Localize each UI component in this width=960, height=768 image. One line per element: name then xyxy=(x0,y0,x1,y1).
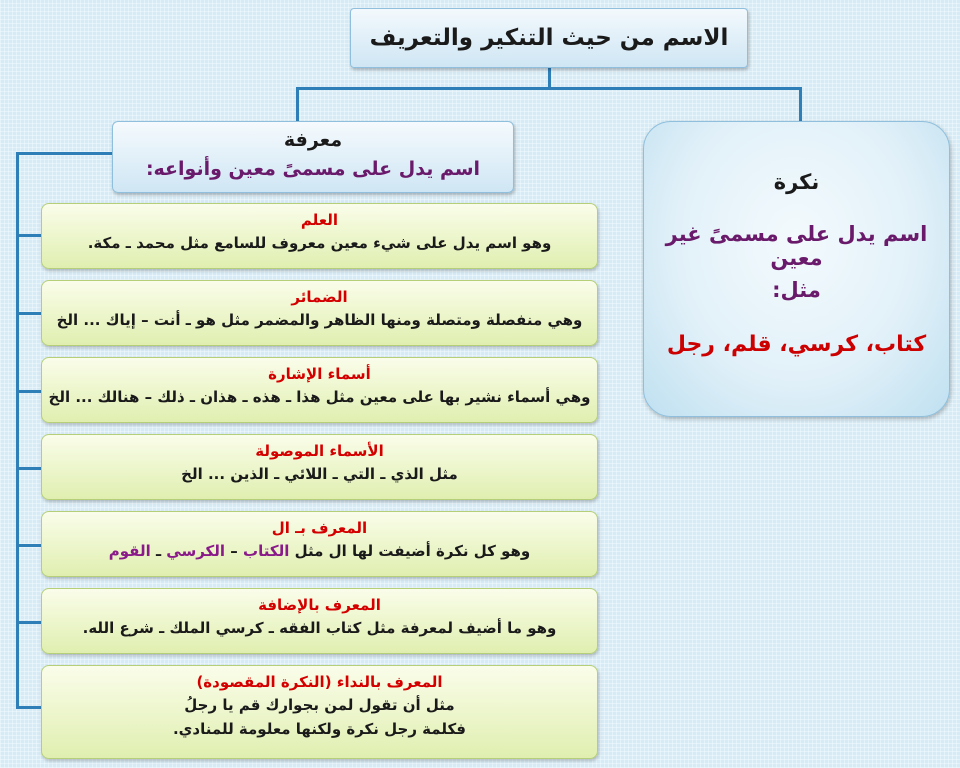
type-title: الضمائر xyxy=(291,288,348,306)
branch-6 xyxy=(16,621,42,624)
desc-sep: ـ xyxy=(150,542,167,560)
type-description: وهي أسماء نشير بها على معين مثل هذا ـ هذه ـ هذان ـ ذلك – هنالك ... الخ xyxy=(48,388,591,406)
type-muarraf-al xyxy=(41,511,598,577)
connector-to-marifa xyxy=(296,87,299,122)
desc-sep: – xyxy=(225,542,244,560)
type-description: وهو ما أضيف لمعرفة مثل كتاب الفقه ـ كرسي الملك ـ شرع الله. xyxy=(82,619,557,637)
desc-example: الكتاب xyxy=(243,542,290,560)
type-description xyxy=(42,539,597,563)
nakira-examples: كتاب، كرسي، قلم، رجل xyxy=(666,332,927,357)
branch-4 xyxy=(16,467,42,470)
connector-horizontal-top xyxy=(296,87,802,90)
desc-example: القوم xyxy=(108,542,151,560)
branch-5 xyxy=(16,544,42,547)
branch-2 xyxy=(16,312,42,315)
connector-title-down xyxy=(548,68,551,89)
type-alam xyxy=(41,203,598,269)
connector-marifa-left xyxy=(16,152,113,155)
desc-text: وهو كل نكرة أضيفت لها ال مثل xyxy=(289,542,531,560)
type-description-2: فكلمة رجل نكرة ولكنها معلومة للمنادي. xyxy=(172,720,467,738)
connector-to-nakira xyxy=(799,87,802,122)
nakira-example-label: مثل: xyxy=(772,278,821,302)
nakira-heading: نكرة xyxy=(773,170,820,194)
marifa-box xyxy=(112,121,514,193)
type-idafa xyxy=(41,588,598,654)
type-description: مثل الذي ـ التي ـ اللائي ـ الذين ... الخ xyxy=(181,465,458,483)
type-mawsula xyxy=(41,434,598,500)
type-description: وهي منفصلة ومتصلة ومنها الظاهر والمضمر مثل هو ـ أنت – إياك ... الخ xyxy=(56,311,583,329)
branch-3 xyxy=(16,390,42,393)
type-title: المعرف بالإضافة xyxy=(258,596,381,614)
type-title: أسماء الإشارة xyxy=(268,365,371,383)
type-title: المعرف بالنداء (النكرة المقصودة) xyxy=(196,673,443,691)
type-damaer xyxy=(41,280,598,346)
marifa-definition: اسم يدل على مسمىً معين وأنواعه: xyxy=(145,158,481,180)
type-title: المعرف بـ ال xyxy=(271,519,368,537)
nakira-box xyxy=(643,121,950,417)
type-nida xyxy=(41,665,598,759)
nakira-definition: اسم يدل على مسمىً غير معين xyxy=(665,222,928,270)
type-ishara xyxy=(41,357,598,423)
desc-example: الكرسي xyxy=(166,542,226,560)
type-title: الأسماء الموصولة xyxy=(255,442,384,460)
branch-1 xyxy=(16,234,42,237)
marifa-heading: معرفة xyxy=(283,129,343,151)
branch-7 xyxy=(16,706,42,709)
type-title: العلم xyxy=(300,211,339,229)
diagram-title: الاسم من حيث التنكير والتعريف xyxy=(350,8,748,68)
type-description: مثل أن تقول لمن بجوارك قم يا رجلُ xyxy=(184,696,455,714)
type-description: وهو اسم يدل على شيء معين معروف للسامع مثل محمد ـ مكة. xyxy=(87,234,552,252)
